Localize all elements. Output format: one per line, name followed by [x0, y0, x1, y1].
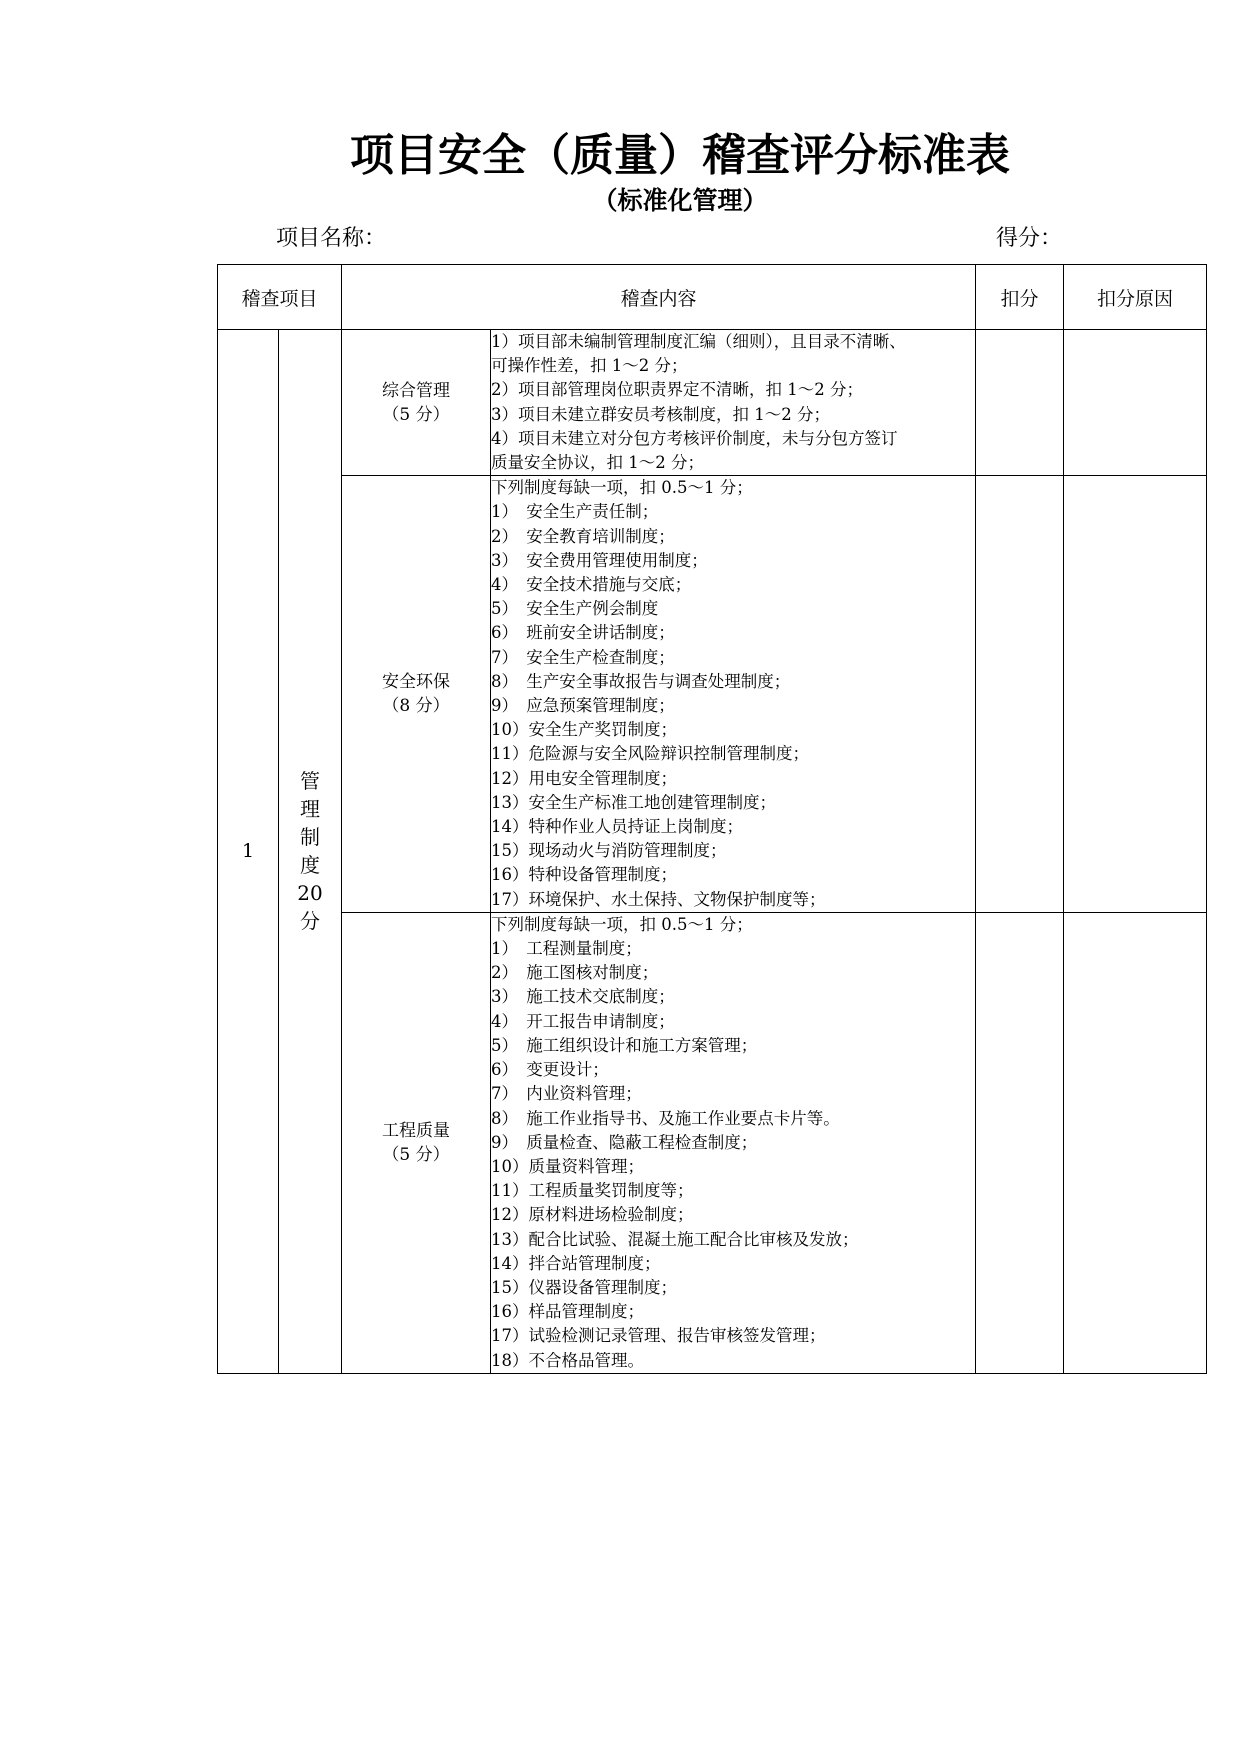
content-line: 3） 安全费用管理使用制度；	[491, 550, 708, 570]
inspection-table	[217, 264, 1207, 1374]
category-label: 管 理 制 度 20 分	[279, 330, 342, 1374]
content-line: 2） 施工图核对制度；	[491, 963, 659, 983]
score-label: 得分：	[996, 226, 1063, 251]
column-header-deduction-reason: 扣分原因	[1064, 265, 1207, 330]
content-line: 7） 安全生产检查制度；	[491, 647, 675, 667]
content-line: 15）现场动火与消防管理制度；	[491, 841, 727, 861]
content-line: 1） 安全生产责任制；	[491, 502, 659, 522]
page-title: 项目安全（质量）稽查评分标准表	[350, 130, 1010, 181]
content-line: 3） 施工技术交底制度；	[491, 987, 675, 1007]
content-line: 1）项目部未编制管理制度汇编（细则），且目录不清晰、	[491, 332, 906, 351]
section-content	[491, 330, 976, 476]
content-line: 4）项目未建立对分包方考核评价制度，未与分包方签订	[491, 428, 898, 448]
section-content	[491, 912, 976, 1373]
content-line: 9） 应急预案管理制度；	[491, 696, 675, 716]
column-header-inspection-item: 稽查项目	[218, 265, 342, 330]
content-line: 6） 班前安全讲话制度；	[491, 623, 675, 643]
content-line: 11）工程质量奖罚制度等；	[491, 1181, 694, 1201]
deduction-reason-cell[interactable]	[1064, 330, 1207, 476]
content-line: 12）用电安全管理制度；	[491, 768, 678, 788]
deduction-cell[interactable]	[976, 330, 1064, 476]
content-line: 8） 生产安全事故报告与调查处理制度；	[491, 671, 791, 691]
content-line: 13）安全生产标准工地创建管理制度；	[491, 792, 777, 812]
content-line: 5） 施工组织设计和施工方案管理；	[491, 1035, 758, 1055]
content-line: 质量安全协议，扣 1～2 分；	[491, 453, 705, 473]
content-line: 7） 内业资料管理；	[491, 1084, 642, 1104]
content-line: 1） 工程测量制度；	[491, 939, 642, 959]
section-content	[491, 476, 976, 913]
table-header-row	[218, 265, 1207, 330]
content-line: 10）安全生产奖罚制度；	[491, 720, 678, 740]
content-line: 18）不合格品管理。	[491, 1350, 645, 1370]
content-line: 15）仪器设备管理制度；	[491, 1277, 678, 1297]
deduction-reason-cell[interactable]	[1064, 476, 1207, 913]
content-line: 可操作性差，扣 1～2 分；	[491, 356, 688, 376]
content-line: 下列制度每缺一项，扣 0.5～1 分；	[491, 914, 753, 934]
content-line: 2）项目部管理岗位职责界定不清晰，扣 1～2 分；	[491, 380, 863, 400]
content-line: 11）危险源与安全风险辩识控制管理制度；	[491, 744, 810, 764]
column-header-deduction: 扣分	[976, 265, 1064, 330]
item-number: 1	[218, 330, 279, 1374]
content-line: 3）项目未建立群安员考核制度，扣 1～2 分；	[491, 404, 830, 424]
content-line: 8） 施工作业指导书、及施工作业要点卡片等。	[491, 1108, 840, 1128]
content-line: 17）试验检测记录管理、报告审核签发管理；	[491, 1326, 826, 1346]
section-label: 工程质量 （5 分）	[342, 912, 491, 1373]
column-header-inspection-content: 稽查内容	[342, 265, 976, 330]
content-line: 2） 安全教育培训制度；	[491, 526, 675, 546]
content-line: 14）拌合站管理制度；	[491, 1253, 661, 1273]
content-line: 14）特种作业人员持证上岗制度；	[491, 817, 744, 837]
section-label: 安全环保 （8 分）	[342, 476, 491, 913]
page-subtitle: （标准化管理）	[592, 186, 768, 215]
content-line: 6） 变更设计；	[491, 1060, 609, 1080]
content-line: 16）样品管理制度；	[491, 1302, 645, 1322]
content-line: 12）原材料进场检验制度；	[491, 1205, 694, 1225]
project-name-label: 项目名称：	[276, 226, 387, 251]
content-line: 17）环境保护、水土保持、文物保护制度等；	[491, 889, 826, 909]
content-line: 5） 安全生产例会制度	[491, 599, 659, 619]
table-row	[218, 330, 1207, 476]
content-line: 9） 质量检查、隐蔽工程检查制度；	[491, 1132, 758, 1152]
table-row	[218, 476, 1207, 913]
content-line: 下列制度每缺一项，扣 0.5～1 分；	[491, 478, 753, 498]
table-row	[218, 912, 1207, 1373]
content-line: 10）质量资料管理；	[491, 1156, 645, 1176]
deduction-cell[interactable]	[976, 912, 1064, 1373]
section-label: 综合管理 （5 分）	[342, 330, 491, 476]
content-line: 13）配合比试验、混凝土施工配合比审核及发放；	[491, 1229, 859, 1249]
content-line: 4） 安全技术措施与交底；	[491, 575, 692, 595]
content-line: 16）特种设备管理制度；	[491, 865, 678, 885]
deduction-cell[interactable]	[976, 476, 1064, 913]
deduction-reason-cell[interactable]	[1064, 912, 1207, 1373]
content-line: 4） 开工报告申请制度；	[491, 1011, 675, 1031]
